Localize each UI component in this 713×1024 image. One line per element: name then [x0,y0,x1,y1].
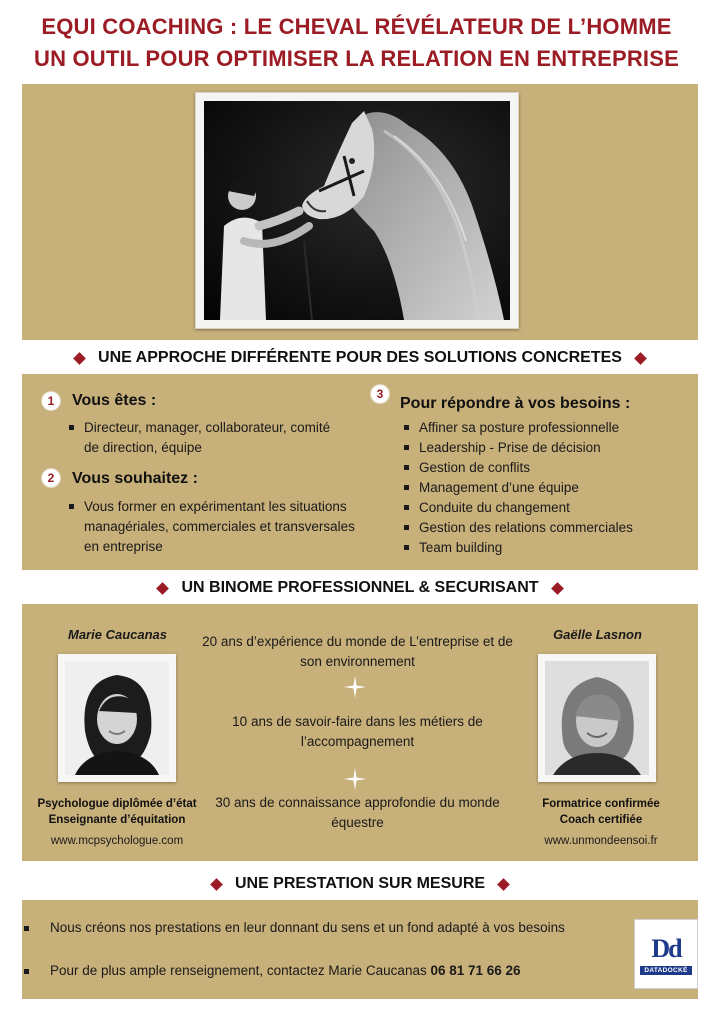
section-approach-heading: UNE APPROCHE DIFFÉRENTE POUR DES SOLUTIONS CONCRETES [98,349,622,366]
list-item: Management d’une équipe [402,478,692,498]
list-item: Affiner sa posture professionnelle [402,418,692,438]
list-item: Directeur, manager, collaborateur, comité de direction, équipe [67,418,337,458]
block-vous-etes-list [67,418,337,458]
section-approach-heading-band [22,342,698,374]
woman-portrait-illustration [545,661,649,775]
diamond-icon [157,582,170,595]
list-item: Gestion des relations commerciales [402,518,692,538]
fact-savoir-faire: 10 ans de savoir-faire dans les métiers de l’accompagnement [232,714,483,749]
diamond-icon [551,582,564,595]
list-item: Conduite du changement [402,498,692,518]
step-number-1: 1 [41,391,61,411]
step-number-2: 2 [41,468,61,488]
left-person-photo [65,661,169,775]
section-team-heading: UN BINOME PROFESSIONNEL & SECURISANT [181,579,539,596]
diamond-icon [497,878,510,891]
main-title-line1: EQUI COACHING : LE CHEVAL RÉVÉLATEUR DE L’HOMME [41,14,672,39]
main-title-line2: UN OUTIL POUR OPTIMISER LA RELATION EN ENTREPRISE [34,46,679,71]
offer-panel [22,899,698,999]
fact-experience: 20 ans d’expérience du monde de L’entreprise et de son environnement [202,634,513,669]
block-besoins-list [402,418,692,558]
block-besoins-title: Pour répondre à vos besoins : [400,395,631,412]
sparkle-icon [344,768,366,790]
left-person-role: Psychologue diplômée d’état Enseignante d’équitation [37,798,197,826]
datadock-logo-letters: Dd [651,933,681,963]
datadock-logo-ribbon: DATADOCKÉ [640,966,691,975]
woman-portrait-illustration [65,661,169,775]
section-team-heading-band [22,572,698,604]
section-offer-heading: UNE PRESTATION SUR MESURE [234,875,486,892]
right-person-photo [545,661,649,775]
datadock-logo [634,919,698,989]
list-item: Nous créons nos prestations en leur donnant du sens et un fond adapté à vos besoins [22,920,565,935]
right-person-role: Formatrice confirmée Coach certifiée [542,798,660,826]
step-number-3: 3 [370,384,390,404]
sparkle-icon [344,676,366,698]
phone-number[interactable]: 06 81 71 66 26 [430,963,521,978]
block-vous-etes-title: Vous êtes : [72,392,157,409]
horse-and-woman-photo [204,101,510,320]
diamond-icon [634,352,647,365]
section-offer-heading-band [22,868,698,900]
diamond-icon [73,352,86,365]
block-vous-souhaitez-title: Vous souhaitez : [72,470,198,487]
fact-equestre: 30 ans de connaissance approfondie du monde équestre [215,795,500,830]
hero-photo-frame [195,92,519,329]
left-person-name: Marie Caucanas [68,627,167,642]
left-person-website[interactable]: www.mcpsychologue.com [50,835,184,847]
list-item: Leadership - Prise de décision [402,438,692,458]
block-vous-souhaitez-list [67,497,367,557]
horse-illustration [204,101,510,320]
right-person-website[interactable]: www.unmondeensoi.fr [544,835,658,847]
list-item: Vous former en expérimentant les situations managériales, commerciales et transversales en entreprise [67,497,367,557]
list-item: Pour de plus ample renseignement, contactez Marie Caucanas 06 81 71 66 26 [22,963,521,978]
list-item: Gestion de conflits [402,458,692,478]
list-item: Team building [402,538,692,558]
diamond-icon [210,878,223,891]
right-person-name: Gaëlle Lasnon [553,627,642,642]
right-person-portrait-frame [538,654,656,782]
left-person-portrait-frame [58,654,176,782]
